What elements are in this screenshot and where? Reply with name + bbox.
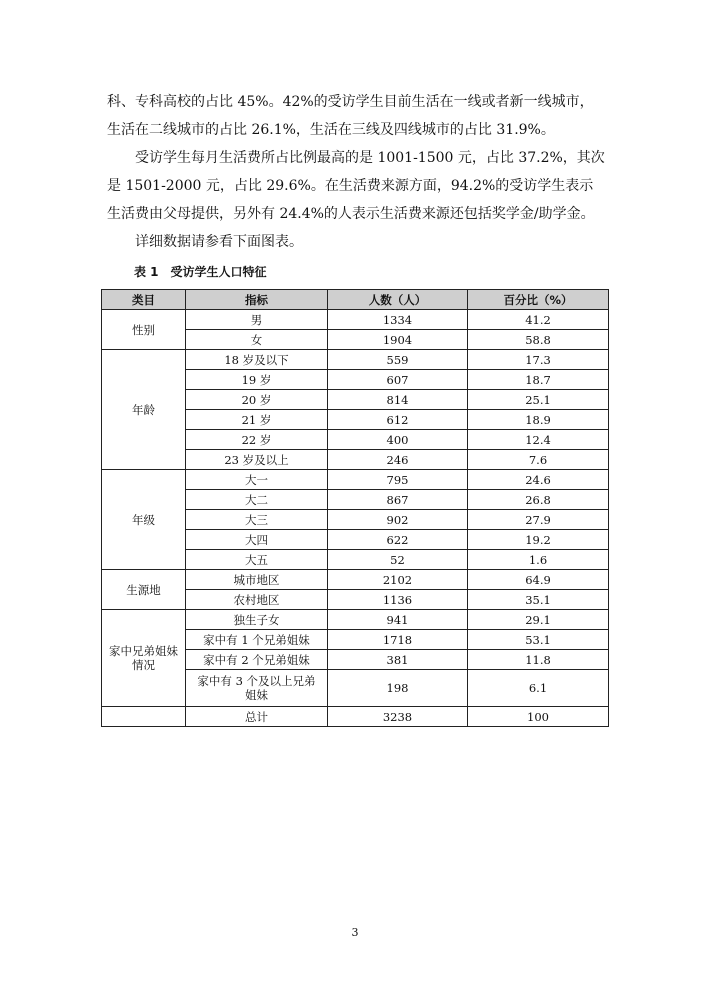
category-cell: 性别 <box>102 310 186 350</box>
demographics-table <box>101 289 609 727</box>
indicator-cell: 家中有 2 个兄弟姐妹 <box>186 650 328 670</box>
page-number: 3 <box>351 926 359 939</box>
indicator-cell: 18 岁及以下 <box>186 350 328 370</box>
indicator-cell: 大四 <box>186 530 328 550</box>
indicator-cell: 22 岁 <box>186 430 328 450</box>
percent-cell: 25.1 <box>468 390 609 410</box>
header-count: 人数（人） <box>328 290 468 310</box>
percent-cell: 64.9 <box>468 570 609 590</box>
total-count: 3238 <box>328 707 468 727</box>
percent-cell: 41.2 <box>468 310 609 330</box>
indicator-cell: 23 岁及以上 <box>186 450 328 470</box>
percent-cell: 11.8 <box>468 650 609 670</box>
indicator-cell: 男 <box>186 310 328 330</box>
indicator-cell: 大三 <box>186 510 328 530</box>
indicator-cell: 21 岁 <box>186 410 328 430</box>
category-cell: 家中兄弟姐妹情况 <box>102 610 186 707</box>
count-cell: 902 <box>328 510 468 530</box>
table-row <box>102 310 609 330</box>
percent-cell: 27.9 <box>468 510 609 530</box>
count-cell: 559 <box>328 350 468 370</box>
count-cell: 400 <box>328 430 468 450</box>
header-indicator: 指标 <box>186 290 328 310</box>
count-cell: 2102 <box>328 570 468 590</box>
percent-cell: 18.7 <box>468 370 609 390</box>
count-cell: 1718 <box>328 630 468 650</box>
count-cell: 941 <box>328 610 468 630</box>
count-cell: 814 <box>328 390 468 410</box>
paragraph: 详细数据请参看下面图表。 <box>135 234 303 250</box>
percent-cell: 12.4 <box>468 430 609 450</box>
indicator-cell: 20 岁 <box>186 390 328 410</box>
percent-cell: 19.2 <box>468 530 609 550</box>
count-cell: 1904 <box>328 330 468 350</box>
category-cell: 年级 <box>102 470 186 570</box>
indicator-cell: 19 岁 <box>186 370 328 390</box>
table-header-row <box>102 290 609 310</box>
indicator-cell: 家中有 3 个及以上兄弟姐妹 <box>186 670 328 707</box>
count-cell: 607 <box>328 370 468 390</box>
total-label: 总计 <box>186 707 328 727</box>
indicator-cell: 农村地区 <box>186 590 328 610</box>
indicator-cell: 城市地区 <box>186 570 328 590</box>
percent-cell: 58.8 <box>468 330 609 350</box>
count-cell: 52 <box>328 550 468 570</box>
percent-cell: 17.3 <box>468 350 609 370</box>
count-cell: 867 <box>328 490 468 510</box>
percent-cell: 29.1 <box>468 610 609 630</box>
count-cell: 622 <box>328 530 468 550</box>
indicator-cell: 大一 <box>186 470 328 490</box>
category-cell: 年龄 <box>102 350 186 470</box>
body-text <box>107 88 607 256</box>
count-cell: 1136 <box>328 590 468 610</box>
percent-cell: 53.1 <box>468 630 609 650</box>
indicator-cell: 家中有 1 个兄弟姐妹 <box>186 630 328 650</box>
percent-cell: 18.9 <box>468 410 609 430</box>
percent-cell: 6.1 <box>468 670 609 707</box>
indicator-cell: 大二 <box>186 490 328 510</box>
count-cell: 381 <box>328 650 468 670</box>
percent-cell: 7.6 <box>468 450 609 470</box>
count-cell: 1334 <box>328 310 468 330</box>
table-total-row <box>102 707 609 727</box>
indicator-cell: 大五 <box>186 550 328 570</box>
percent-cell: 26.8 <box>468 490 609 510</box>
count-cell: 795 <box>328 470 468 490</box>
indicator-cell: 女 <box>186 330 328 350</box>
table-row <box>102 470 609 490</box>
count-cell: 612 <box>328 410 468 430</box>
percent-cell: 1.6 <box>468 550 609 570</box>
header-category: 类目 <box>102 290 186 310</box>
header-percent: 百分比（%） <box>468 290 609 310</box>
count-cell: 198 <box>328 670 468 707</box>
count-cell: 246 <box>328 450 468 470</box>
category-cell: 生源地 <box>102 570 186 610</box>
table-row <box>102 350 609 370</box>
paragraph: 受访学生每月生活费所占比例最高的是 1001-1500 元，占比 37.2%，其次是 1501-2000 元，占比 29.6%。在生活费来源方面，94.2%的受访学生表示生活费由父母提供，另外有 24.4%的人表示生活费来源还包括奖学金/助学金。 <box>107 150 605 222</box>
table-row <box>102 610 609 630</box>
table-row <box>102 570 609 590</box>
paragraph: 科、专科高校的占比 45%。42%的受访学生目前生活在一线或者新一线城市，生活在二线城市的占比 26.1%，生活在三线及四线城市的占比 31.9%。 <box>107 94 594 138</box>
table-caption: 表 1 受访学生人口特征 <box>134 265 267 279</box>
percent-cell: 35.1 <box>468 590 609 610</box>
total-percent: 100 <box>468 707 609 727</box>
total-category-cell <box>102 707 186 727</box>
indicator-cell: 独生子女 <box>186 610 328 630</box>
percent-cell: 24.6 <box>468 470 609 490</box>
